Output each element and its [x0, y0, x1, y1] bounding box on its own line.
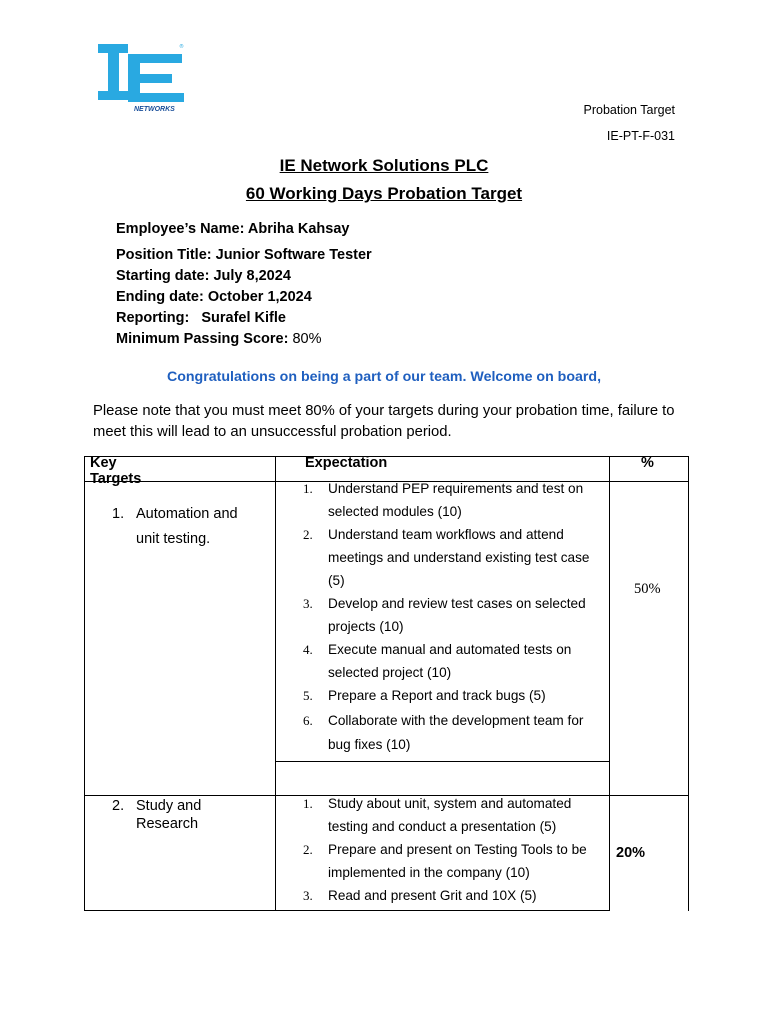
reporting-value: Surafel Kifle	[201, 310, 286, 326]
expectation-number: 6.	[303, 713, 313, 728]
svg-text:®: ®	[179, 44, 184, 50]
reporting-line	[116, 310, 286, 326]
row1-inner-border	[275, 761, 609, 762]
expectation-number: 4.	[303, 642, 313, 657]
probation-note: Please note that you must meet 80% of your targets during your probation time, failure to meet this will lead to an unsuccessful probation period.	[93, 403, 675, 440]
start-date-line	[116, 268, 291, 284]
row1-target-num: 1.	[112, 506, 125, 522]
expectation-text: Study about unit, system and automated testing and conduct a presentation (5)	[328, 796, 572, 834]
form-title: 60 Working Days Probation Target	[245, 184, 523, 203]
row1-target: Automation and unit testing.	[136, 506, 238, 547]
expectation-number: 1.	[303, 481, 313, 496]
doc-label: Probation Target	[583, 103, 675, 117]
congrats-message: Congratulations on being a part of our team. Welcome on board,	[166, 369, 602, 385]
row1-expectation-item	[303, 709, 608, 757]
end-date-line	[116, 289, 312, 305]
end-date-label: Ending date:	[116, 289, 204, 305]
row1-percent: 50%	[634, 581, 661, 597]
employee-name-label: Employee’s Name:	[116, 221, 245, 237]
min-score-label: Minimum Passing Score:	[116, 331, 289, 347]
row1-expectation-item	[303, 592, 608, 638]
header-expectation: Expectation	[305, 455, 388, 471]
row1-expectation-item	[303, 638, 608, 684]
row2-target: Study and Research	[136, 798, 202, 832]
expectation-text: Prepare and present on Testing Tools to be implemented in the company (10)	[328, 842, 587, 880]
row1-expectation-item	[303, 523, 608, 592]
min-score-value: 80%	[292, 331, 322, 347]
doc-code: IE-PT-F-031	[606, 129, 675, 143]
position-label: Position Title:	[116, 247, 212, 263]
table-bottom-border	[84, 910, 609, 911]
expectation-text: Understand PEP requirements and test on selected modules (10)	[328, 481, 584, 519]
expectation-number: 3.	[303, 596, 313, 611]
header-key-targets: Key Targets	[90, 455, 142, 487]
expectation-number: 1.	[303, 796, 313, 811]
row1-expectation-item	[303, 684, 608, 707]
expectation-text: Develop and review test cases on selected projects (10)	[328, 596, 586, 634]
col2-border	[609, 456, 610, 911]
expectation-number: 2.	[303, 527, 313, 542]
row1-expectation-item	[303, 477, 608, 523]
row2-expectation-item	[303, 884, 608, 907]
row2-expectation-item	[303, 792, 608, 838]
start-date-label: Starting date:	[116, 268, 210, 284]
reporting-label: Reporting:	[116, 310, 190, 326]
end-date-value: October 1,2024	[207, 289, 312, 305]
expectation-text: Prepare a Report and track bugs (5)	[328, 688, 546, 703]
expectation-number: 3.	[303, 888, 313, 903]
col1-border	[275, 456, 276, 911]
position-value: Junior Software Tester	[215, 247, 372, 263]
row2-percent: 20%	[616, 845, 646, 861]
employee-name-line	[116, 221, 349, 237]
employee-name-value: Abriha Kahsay	[247, 221, 350, 237]
start-date-value: July 8,2024	[213, 268, 291, 284]
table-left-border	[84, 456, 85, 911]
expectation-text: Collaborate with the development team for bug fixes (10)	[328, 713, 584, 752]
expectation-text: Execute manual and automated tests on selected project (10)	[328, 642, 572, 680]
expectation-text: Read and present Grit and 10X (5)	[328, 888, 537, 903]
header-percent: %	[641, 455, 654, 471]
row2-target-num: 2.	[112, 798, 125, 814]
expectation-text: Understand team workflows and attend meetings and understand existing test case (5)	[328, 527, 590, 588]
min-score-line	[116, 331, 322, 347]
document-meta	[584, 97, 676, 149]
expectation-number: 5.	[303, 688, 313, 703]
company-logo	[98, 40, 190, 114]
company-title: IE Network Solutions PLC	[279, 156, 489, 175]
svg-text:NETWORKS: NETWORKS	[134, 106, 175, 113]
row2-expectation-item	[303, 838, 608, 884]
position-line	[116, 247, 372, 263]
table-right-border	[688, 456, 689, 911]
expectation-number: 2.	[303, 842, 313, 857]
